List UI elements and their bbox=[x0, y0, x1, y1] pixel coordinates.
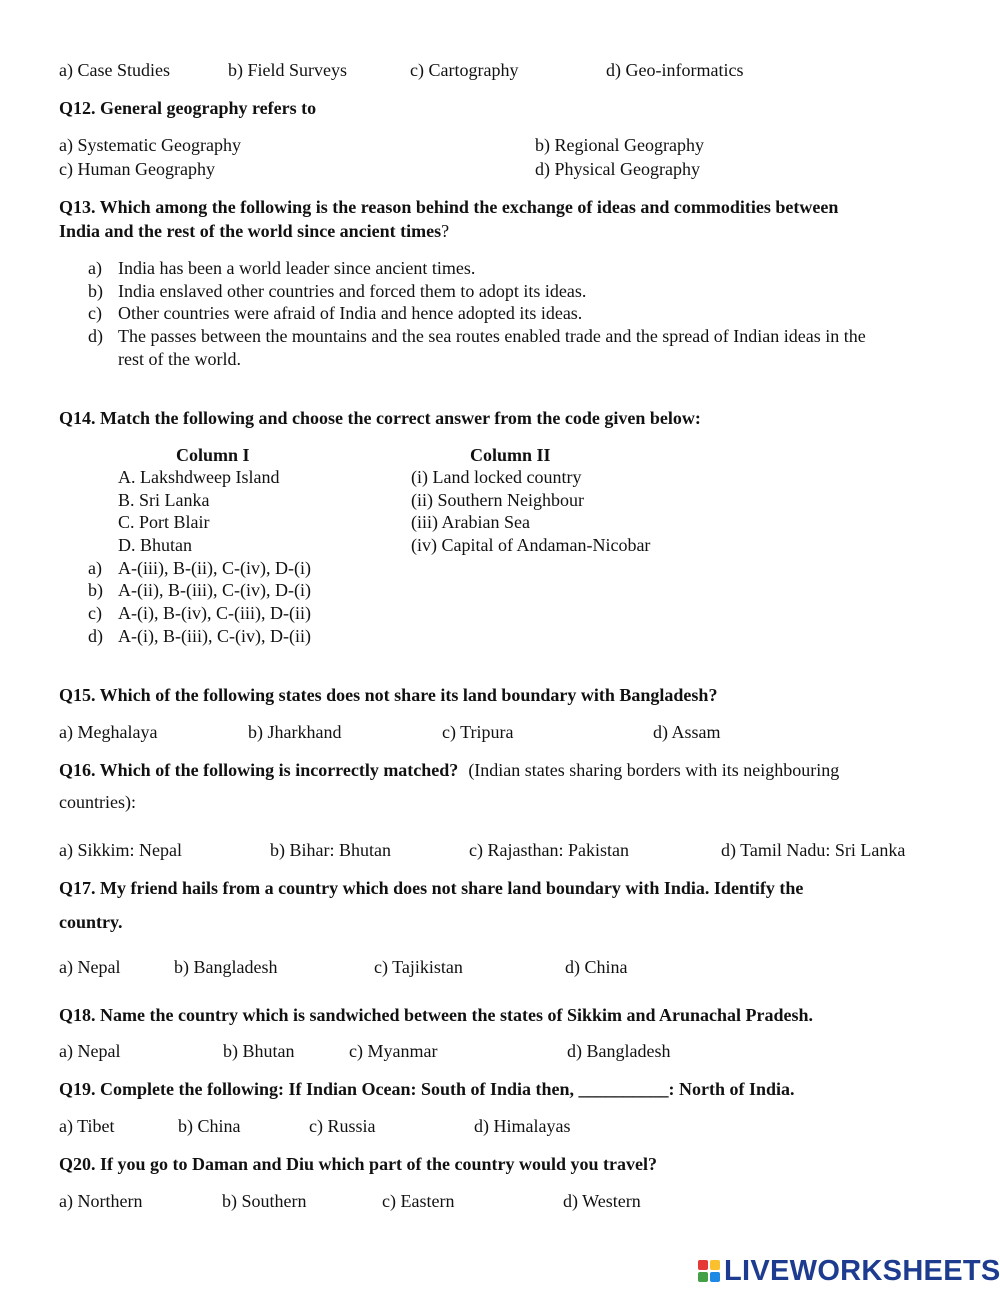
q16-question-line1 bbox=[59, 759, 839, 781]
q15-option-d: d) Assam bbox=[653, 722, 721, 742]
q14-option-b-text: A-(ii), B-(iii), C-(iv), D-(i) bbox=[118, 580, 311, 600]
logo-square-blue bbox=[710, 1272, 720, 1282]
q17-option-a: a) Nepal bbox=[59, 957, 121, 977]
q13-option-c-label: c) bbox=[88, 303, 102, 323]
q13-option-b-text: India enslaved other countries and forced them to adopt its ideas. bbox=[118, 281, 587, 301]
q11-option-d: d) Geo-informatics bbox=[606, 60, 744, 80]
q13-question-line1: Q13. Which among the following is the reason behind the exchange of ideas and commodities between bbox=[59, 197, 839, 217]
q13-option-a-label: a) bbox=[88, 258, 102, 278]
q17-question-line1: Q17. My friend hails from a country which does not share land boundary with India. Identify the bbox=[59, 878, 804, 898]
q17-option-c: c) Tajikistan bbox=[374, 957, 463, 977]
q15-question: Q15. Which of the following states does not share its land boundary with Bangladesh? bbox=[59, 685, 718, 705]
q14-col1-item: C. Port Blair bbox=[118, 512, 210, 532]
liveworksheets-logo[interactable] bbox=[698, 1256, 1000, 1286]
q20-question: Q20. If you go to Daman and Diu which part of the country would you travel? bbox=[59, 1154, 658, 1174]
q14-option-a-label: a) bbox=[88, 558, 102, 578]
q11-option-a: a) Case Studies bbox=[59, 60, 170, 80]
q14-option-a-text: A-(iii), B-(ii), C-(iv), D-(i) bbox=[118, 558, 311, 578]
logo-square-yellow bbox=[710, 1260, 720, 1270]
q15-option-a: a) Meghalaya bbox=[59, 722, 158, 742]
q18-option-c: c) Myanmar bbox=[349, 1041, 438, 1061]
q12-question: Q12. General geography refers to bbox=[59, 98, 317, 118]
q16-question-tail: (Indian states sharing borders with its neighbouring bbox=[468, 760, 840, 780]
q19-option-b: b) China bbox=[178, 1116, 241, 1136]
q13-option-d-text: The passes between the mountains and the sea routes enabled trade and the spread of Indian ideas in the bbox=[118, 326, 866, 346]
q13-option-d-label: d) bbox=[88, 326, 103, 346]
q14-col1-item: D. Bhutan bbox=[118, 535, 192, 555]
q14-col2-item: (ii) Southern Neighbour bbox=[411, 490, 584, 510]
q14-option-d-text: A-(i), B-(iii), C-(iv), D-(ii) bbox=[118, 626, 311, 646]
q13-option-b-label: b) bbox=[88, 281, 103, 301]
q19-option-d: d) Himalayas bbox=[474, 1116, 571, 1136]
q17-option-b: b) Bangladesh bbox=[174, 957, 278, 977]
logo-square-red bbox=[698, 1260, 708, 1270]
q11-option-c: c) Cartography bbox=[410, 60, 519, 80]
q13-question-line2 bbox=[59, 220, 449, 242]
q20-option-d: d) Western bbox=[563, 1191, 641, 1211]
q18-option-d: d) Bangladesh bbox=[567, 1041, 671, 1061]
q17-question-line2: country. bbox=[59, 912, 123, 932]
q16-option-c: c) Rajasthan: Pakistan bbox=[469, 840, 629, 860]
q19-question: Q19. Complete the following: If Indian Ocean: South of India then, __________: North of India. bbox=[59, 1079, 795, 1099]
liveworksheets-logo-icon bbox=[698, 1260, 720, 1282]
q13-option-a-text: India has been a world leader since ancient times. bbox=[118, 258, 476, 278]
q19-option-a: a) Tibet bbox=[59, 1116, 115, 1136]
q12-option-a: a) Systematic Geography bbox=[59, 135, 241, 155]
q16-question-bold: Q16. Which of the following is incorrectly matched? bbox=[59, 760, 459, 780]
q14-question: Q14. Match the following and choose the correct answer from the code given below: bbox=[59, 408, 701, 428]
logo-square-green bbox=[698, 1272, 708, 1282]
q14-option-b-label: b) bbox=[88, 580, 103, 600]
q15-option-c: c) Tripura bbox=[442, 722, 514, 742]
q16-option-d: d) Tamil Nadu: Sri Lanka bbox=[721, 840, 906, 860]
q20-option-c: c) Eastern bbox=[382, 1191, 455, 1211]
q20-option-a: a) Northern bbox=[59, 1191, 143, 1211]
q16-option-b: b) Bihar: Bhutan bbox=[270, 840, 391, 860]
q13-option-c-text: Other countries were afraid of India and hence adopted its ideas. bbox=[118, 303, 583, 323]
q18-option-a: a) Nepal bbox=[59, 1041, 121, 1061]
q14-col2-item: (iv) Capital of Andaman-Nicobar bbox=[411, 535, 651, 555]
q20-option-b: b) Southern bbox=[222, 1191, 307, 1211]
q14-col1-item: A. Lakshdweep Island bbox=[118, 467, 280, 487]
q12-option-d: d) Physical Geography bbox=[535, 159, 700, 179]
q16-option-a: a) Sikkim: Nepal bbox=[59, 840, 182, 860]
q13-question-line2-bold: India and the rest of the world since ancient times bbox=[59, 221, 442, 241]
q12-option-c: c) Human Geography bbox=[59, 159, 215, 179]
q15-option-b: b) Jharkhand bbox=[248, 722, 342, 742]
q14-option-c-label: c) bbox=[88, 603, 102, 623]
q14-col2-item: (iii) Arabian Sea bbox=[411, 512, 530, 532]
q19-option-c: c) Russia bbox=[309, 1116, 376, 1136]
q18-question: Q18. Name the country which is sandwiched between the states of Sikkim and Arunachal Pradesh. bbox=[59, 1005, 814, 1025]
q14-col2-item: (i) Land locked country bbox=[411, 467, 582, 487]
q17-option-d: d) China bbox=[565, 957, 628, 977]
q14-column2-header: Column II bbox=[470, 445, 551, 465]
liveworksheets-logo-text: LIVEWORKSHEETS bbox=[724, 1254, 1000, 1287]
q13-question-mark: ? bbox=[441, 221, 450, 241]
q14-option-d-label: d) bbox=[88, 626, 103, 646]
q12-option-b: b) Regional Geography bbox=[535, 135, 704, 155]
q16-question-line2: countries): bbox=[59, 792, 136, 812]
q14-column1-header: Column I bbox=[176, 445, 250, 465]
q18-option-b: b) Bhutan bbox=[223, 1041, 295, 1061]
q14-col1-item: B. Sri Lanka bbox=[118, 490, 210, 510]
q13-option-d-text-cont: rest of the world. bbox=[118, 349, 241, 369]
q14-option-c-text: A-(i), B-(iv), C-(iii), D-(ii) bbox=[118, 603, 311, 623]
q11-option-b: b) Field Surveys bbox=[228, 60, 347, 80]
